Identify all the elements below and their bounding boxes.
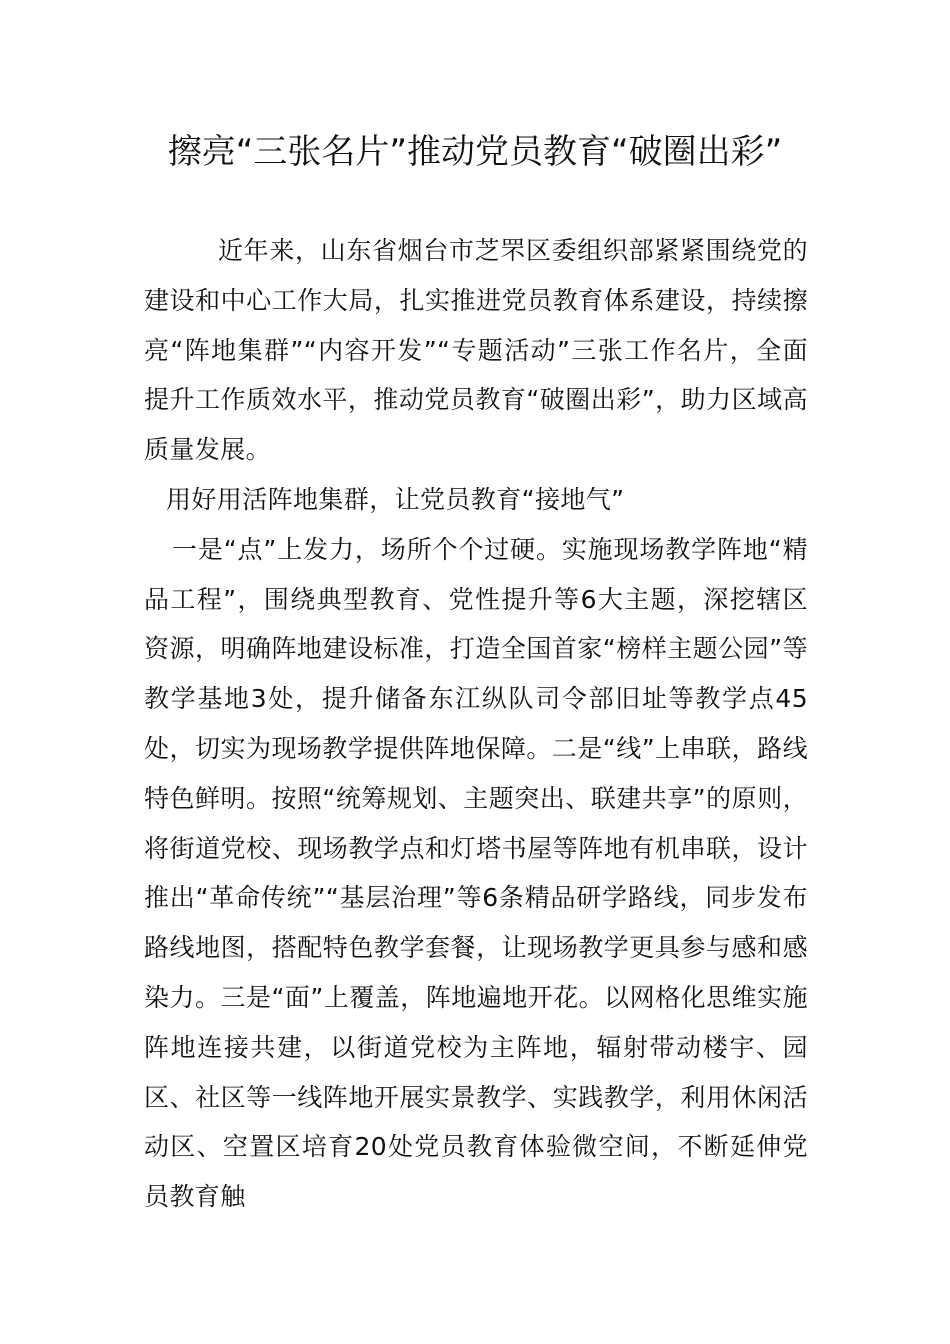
body-paragraph: 一是“点”上发力，场所个个过硬。实施现场教学阵地“精品工程”，围绕典型教育、党性提升等6大主题，深挖辖区资源，明确阵地建设标准，打造全国首家“榜样主题公园”等教学基地3处，提升储备东江纵队司令部旧址等教学点45处，切实为现场教学提供阵地保障。二是“线”上串联，路线特色鲜明。按照“统筹规划、主题突出、联建共享”的原则，将街道党校、现场教学点和灯塔书屋等阵地有机串联，设计推出“革命传统”“基层治理”等6条精品研学路线，同步发布路线地图，搭配特色教学套餐，让现场教学更具参与感和感染力。三是“面”上覆盖，阵地遍地开花。以网格化思维实施阵地连接共建，以街道党校为主阵地，辐射带动楼宇、园区、社区等一线阵地开展实景教学、实践教学，利用休闲活动区、空置区培育20处党员教育体验微空间，不断延伸党员教育触 — [144, 534, 808, 1212]
intro-paragraph: 近年来，山东省烟台市芝罘区委组织部紧紧围绕党的建设和中心工作大局，扎实推进党员教育体系建设，持续擦亮“阵地集群”“内容开发”“专题活动”三张工作名片，全面提升工作质效水平，推动党员教育“破圈出彩”，助力区域高质量发展。 — [144, 236, 808, 465]
document-body — [144, 226, 808, 1222]
section-heading: 用好用活阵地集群，让党员教育“接地气” — [166, 484, 625, 514]
document-title: 擦亮“三张名片”推动党员教育“破圈出彩” — [167, 132, 783, 172]
